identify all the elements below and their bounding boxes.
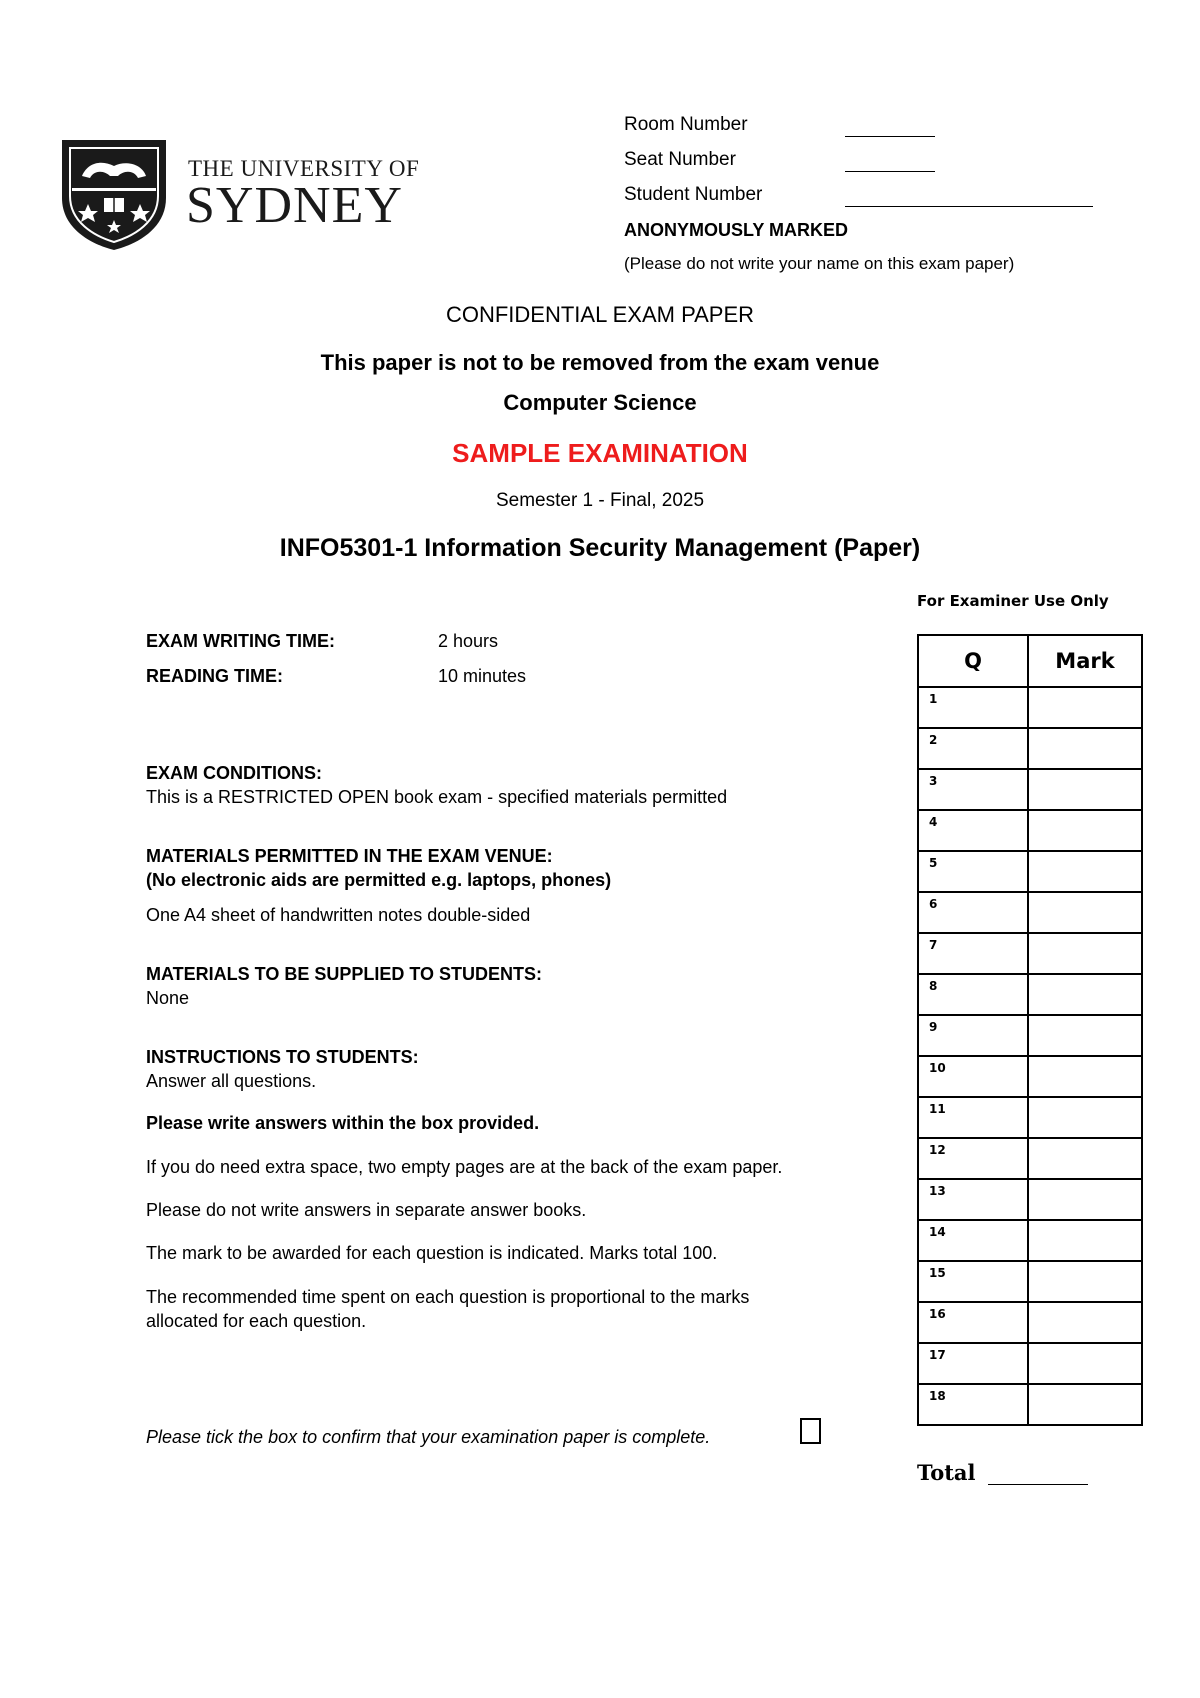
conditions-heading: EXAM CONDITIONS: <box>146 763 323 783</box>
materials-permitted-text: One A4 sheet of handwritten notes double-sided <box>146 905 531 925</box>
question-number-cell: 5 <box>918 851 1028 892</box>
table-row <box>918 1261 1142 1302</box>
instructions-line: The mark to be awarded for each question is indicated. Marks total 100. <box>146 1243 718 1263</box>
examiner-title: For Examiner Use Only <box>917 592 1109 610</box>
mark-cell[interactable] <box>1028 1097 1142 1138</box>
mark-cell[interactable] <box>1028 1138 1142 1179</box>
instructions-line: allocated for each question. <box>146 1311 367 1331</box>
student-number-label: Student Number <box>624 184 763 205</box>
mark-cell[interactable] <box>1028 1302 1142 1343</box>
seat-number-field[interactable] <box>845 171 935 172</box>
logo-text-line2: SYDNEY <box>186 177 403 234</box>
table-row <box>918 728 1142 769</box>
table-row <box>918 687 1142 728</box>
university-logo <box>58 136 420 252</box>
table-row <box>918 1220 1142 1261</box>
materials-permitted-heading: MATERIALS PERMITTED IN THE EXAM VENUE: <box>146 846 553 866</box>
room-number-label: Room Number <box>624 114 748 135</box>
question-number-cell: 15 <box>918 1261 1028 1302</box>
reading-time-label: READING TIME: <box>146 666 283 686</box>
instructions-line: Please do not write answers in separate answer books. <box>146 1200 587 1220</box>
column-header-q: Q <box>918 635 1028 687</box>
question-number-cell: 9 <box>918 1015 1028 1056</box>
mark-cell[interactable] <box>1028 1220 1142 1261</box>
seat-number-label: Seat Number <box>624 149 736 170</box>
mark-cell[interactable] <box>1028 1056 1142 1097</box>
not-removed-heading: This paper is not to be removed from the exam venue <box>320 350 880 375</box>
semester-heading: Semester 1 - Final, 2025 <box>495 490 705 511</box>
question-number-cell: 14 <box>918 1220 1028 1261</box>
confirm-text: Please tick the box to confirm that your examination paper is complete. <box>146 1427 711 1447</box>
table-row <box>918 769 1142 810</box>
question-number-cell: 11 <box>918 1097 1028 1138</box>
question-number-cell: 7 <box>918 933 1028 974</box>
table-row <box>918 1179 1142 1220</box>
marks-table-body <box>918 687 1142 1425</box>
table-row <box>918 974 1142 1015</box>
mark-cell[interactable] <box>1028 1384 1142 1425</box>
table-row <box>918 810 1142 851</box>
examiner-marks-table <box>917 634 1143 1426</box>
question-number-cell: 18 <box>918 1384 1028 1425</box>
mark-cell[interactable] <box>1028 810 1142 851</box>
logo-text-line1: THE UNIVERSITY OF <box>188 156 420 181</box>
instructions-heading: INSTRUCTIONS TO STUDENTS: <box>146 1047 419 1067</box>
instructions-line: If you do need extra space, two empty pages are at the back of the exam paper. <box>146 1157 783 1177</box>
reading-time-value: 10 minutes <box>438 666 527 686</box>
mark-cell[interactable] <box>1028 1179 1142 1220</box>
mark-cell[interactable] <box>1028 1015 1142 1056</box>
mark-cell[interactable] <box>1028 974 1142 1015</box>
question-number-cell: 13 <box>918 1179 1028 1220</box>
question-number-cell: 12 <box>918 1138 1028 1179</box>
total-label: Total <box>917 1460 976 1485</box>
anonymous-note: (Please do not write your name on this exam paper) <box>624 254 1015 273</box>
question-number-cell: 2 <box>918 728 1028 769</box>
table-row <box>918 1015 1142 1056</box>
question-number-cell: 10 <box>918 1056 1028 1097</box>
mark-cell[interactable] <box>1028 1261 1142 1302</box>
table-row <box>918 1138 1142 1179</box>
room-number-field[interactable] <box>845 136 935 137</box>
department-heading: Computer Science <box>503 390 697 415</box>
instructions-line: The recommended time spent on each question is proportional to the marks <box>146 1287 750 1307</box>
sample-examination-heading: SAMPLE EXAMINATION <box>452 438 748 468</box>
materials-permitted-subheading: (No electronic aids are permitted e.g. laptops, phones) <box>146 870 612 890</box>
mark-cell[interactable] <box>1028 1343 1142 1384</box>
column-header-mark: Mark <box>1028 635 1142 687</box>
question-number-cell: 3 <box>918 769 1028 810</box>
table-row <box>918 851 1142 892</box>
crest-icon <box>58 136 170 252</box>
table-row <box>918 1302 1142 1343</box>
table-row <box>918 1343 1142 1384</box>
question-number-cell: 8 <box>918 974 1028 1015</box>
conditions-text: This is a RESTRICTED OPEN book exam - specified materials permitted <box>146 787 728 807</box>
materials-supplied-heading: MATERIALS TO BE SUPPLIED TO STUDENTS: <box>146 964 543 984</box>
instructions-line: Please write answers within the box provided. <box>146 1113 540 1133</box>
anonymously-marked: ANONYMOUSLY MARKED <box>624 220 849 240</box>
course-title: INFO5301-1 Information Security Management (Paper) <box>279 534 921 562</box>
mark-cell[interactable] <box>1028 892 1142 933</box>
mark-cell[interactable] <box>1028 933 1142 974</box>
question-number-cell: 16 <box>918 1302 1028 1343</box>
total-field[interactable] <box>988 1484 1088 1485</box>
table-row <box>918 1056 1142 1097</box>
mark-cell[interactable] <box>1028 851 1142 892</box>
materials-supplied-text: None <box>146 988 190 1008</box>
question-number-cell: 17 <box>918 1343 1028 1384</box>
mark-cell[interactable] <box>1028 769 1142 810</box>
table-row <box>918 933 1142 974</box>
confirm-checkbox[interactable] <box>800 1418 821 1444</box>
question-number-cell: 6 <box>918 892 1028 933</box>
mark-cell[interactable] <box>1028 687 1142 728</box>
question-number-cell: 4 <box>918 810 1028 851</box>
confidential-heading: CONFIDENTIAL EXAM PAPER <box>445 302 755 327</box>
question-number-cell: 1 <box>918 687 1028 728</box>
instructions-line: Answer all questions. <box>146 1071 317 1091</box>
table-row <box>918 1384 1142 1425</box>
writing-time-value: 2 hours <box>438 631 499 651</box>
writing-time-label: EXAM WRITING TIME: <box>146 631 335 651</box>
student-number-field[interactable] <box>845 206 1093 207</box>
table-row <box>918 1097 1142 1138</box>
mark-cell[interactable] <box>1028 728 1142 769</box>
table-row <box>918 892 1142 933</box>
